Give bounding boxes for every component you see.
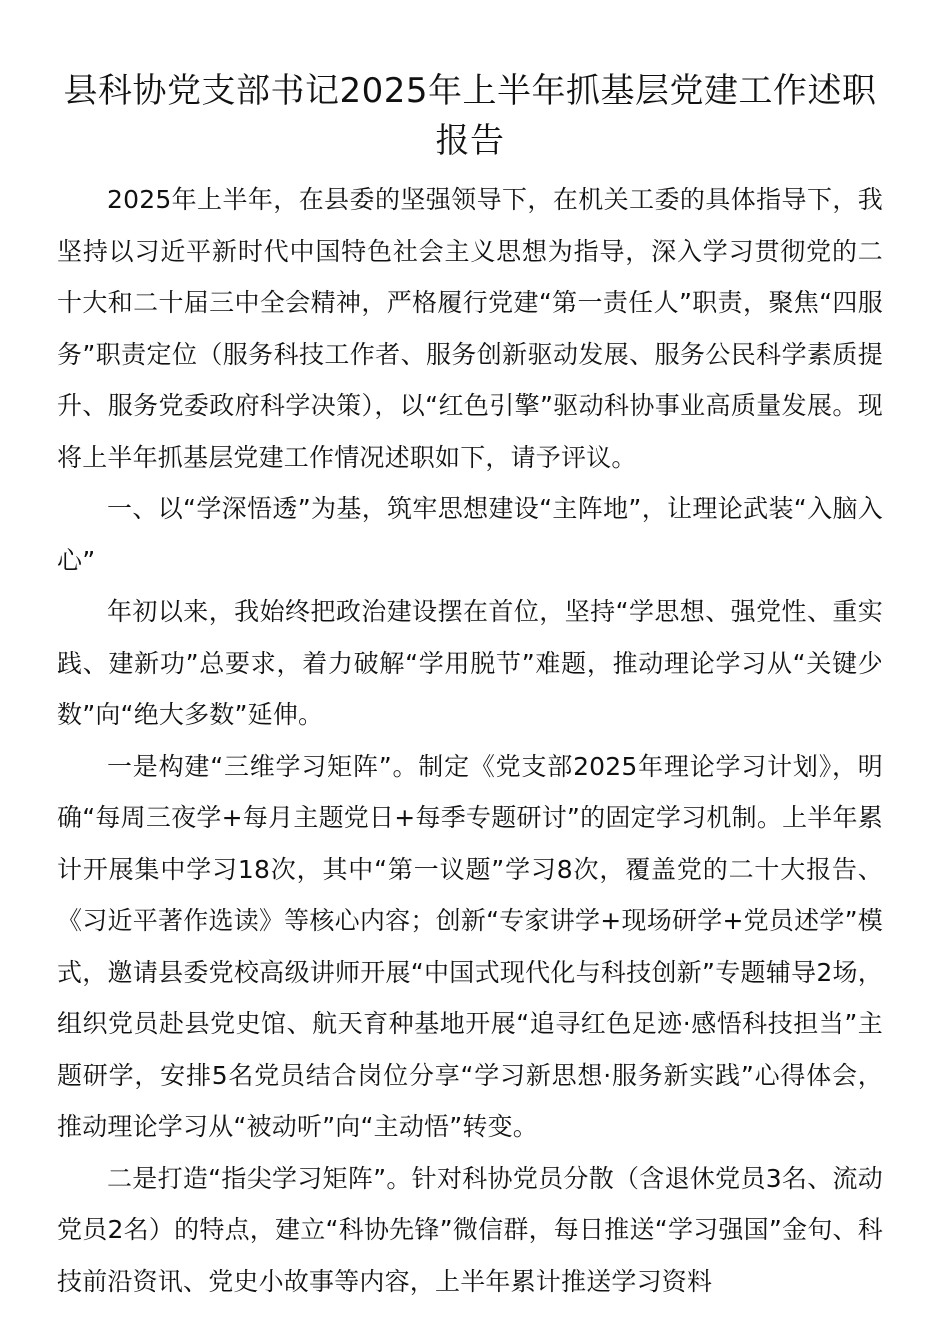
section-1-paragraph: 年初以来，我始终把政治建设摆在首位，坚持“学思想、强党性、重实践、建新功”总要求，着力破解“学用脱节”难题，推动理论学习从“关键少数”向“绝大多数”延伸。	[57, 597, 883, 729]
document-title: 县科协党支部书记2025年上半年抓基层党建工作述职报告	[63, 71, 877, 161]
document-page	[57, 66, 883, 1307]
section-1-item-2: 二是打造“指尖学习矩阵”。针对科协党员分散（含退休党员3名、流动党员2名）的特点，建立“科协先锋”微信群，每日推送“学习强国”金句、科技前沿资讯、党史小故事等内容，上半年累计推送学习资料	[57, 1163, 883, 1296]
intro-paragraph: 2025年上半年，在县委的坚强领导下，在机关工委的具体指导下，我坚持以习近平新时代中国特色社会主义思想为指导，深入学习贯彻党的二十大和二十届三中全会精神，严格履行党建“第一责任人”职责，聚焦“四服务”职责定位（服务科技工作者、服务创新驱动发展、服务公民科学素质提升、服务党委政府科学决策），以“红色引擎”驱动科协事业高质量发展。现将上半年抓基层党建工作情况述职如下，请予评议。	[57, 185, 883, 472]
section-1-item-1: 一是构建“三维学习矩阵”。制定《党支部2025年理论学习计划》，明确“每周三夜学+每月主题党日+每季专题研讨”的固定学习机制。上半年累计开展集中学习18次，其中“第一议题”学习8次，覆盖党的二十大报告、《习近平著作选读》等核心内容；创新“专家讲学+现场研学+党员述学”模式，邀请县委党校高级讲师开展“中国式现代化与科技创新”专题辅导2场，组织党员赴县党史馆、航天育种基地开展“追寻红色足迹·感悟科技担当”主题研学，安排5名党员结合岗位分享“学习新思想·服务新实践”心得体会，推动理论学习从“被动听”向“主动悟”转变。	[57, 751, 883, 1141]
section-heading-1: 一、以“学深悟透”为基，筑牢思想建设“主阵地”，让理论武装“入脑入心”	[57, 494, 883, 575]
